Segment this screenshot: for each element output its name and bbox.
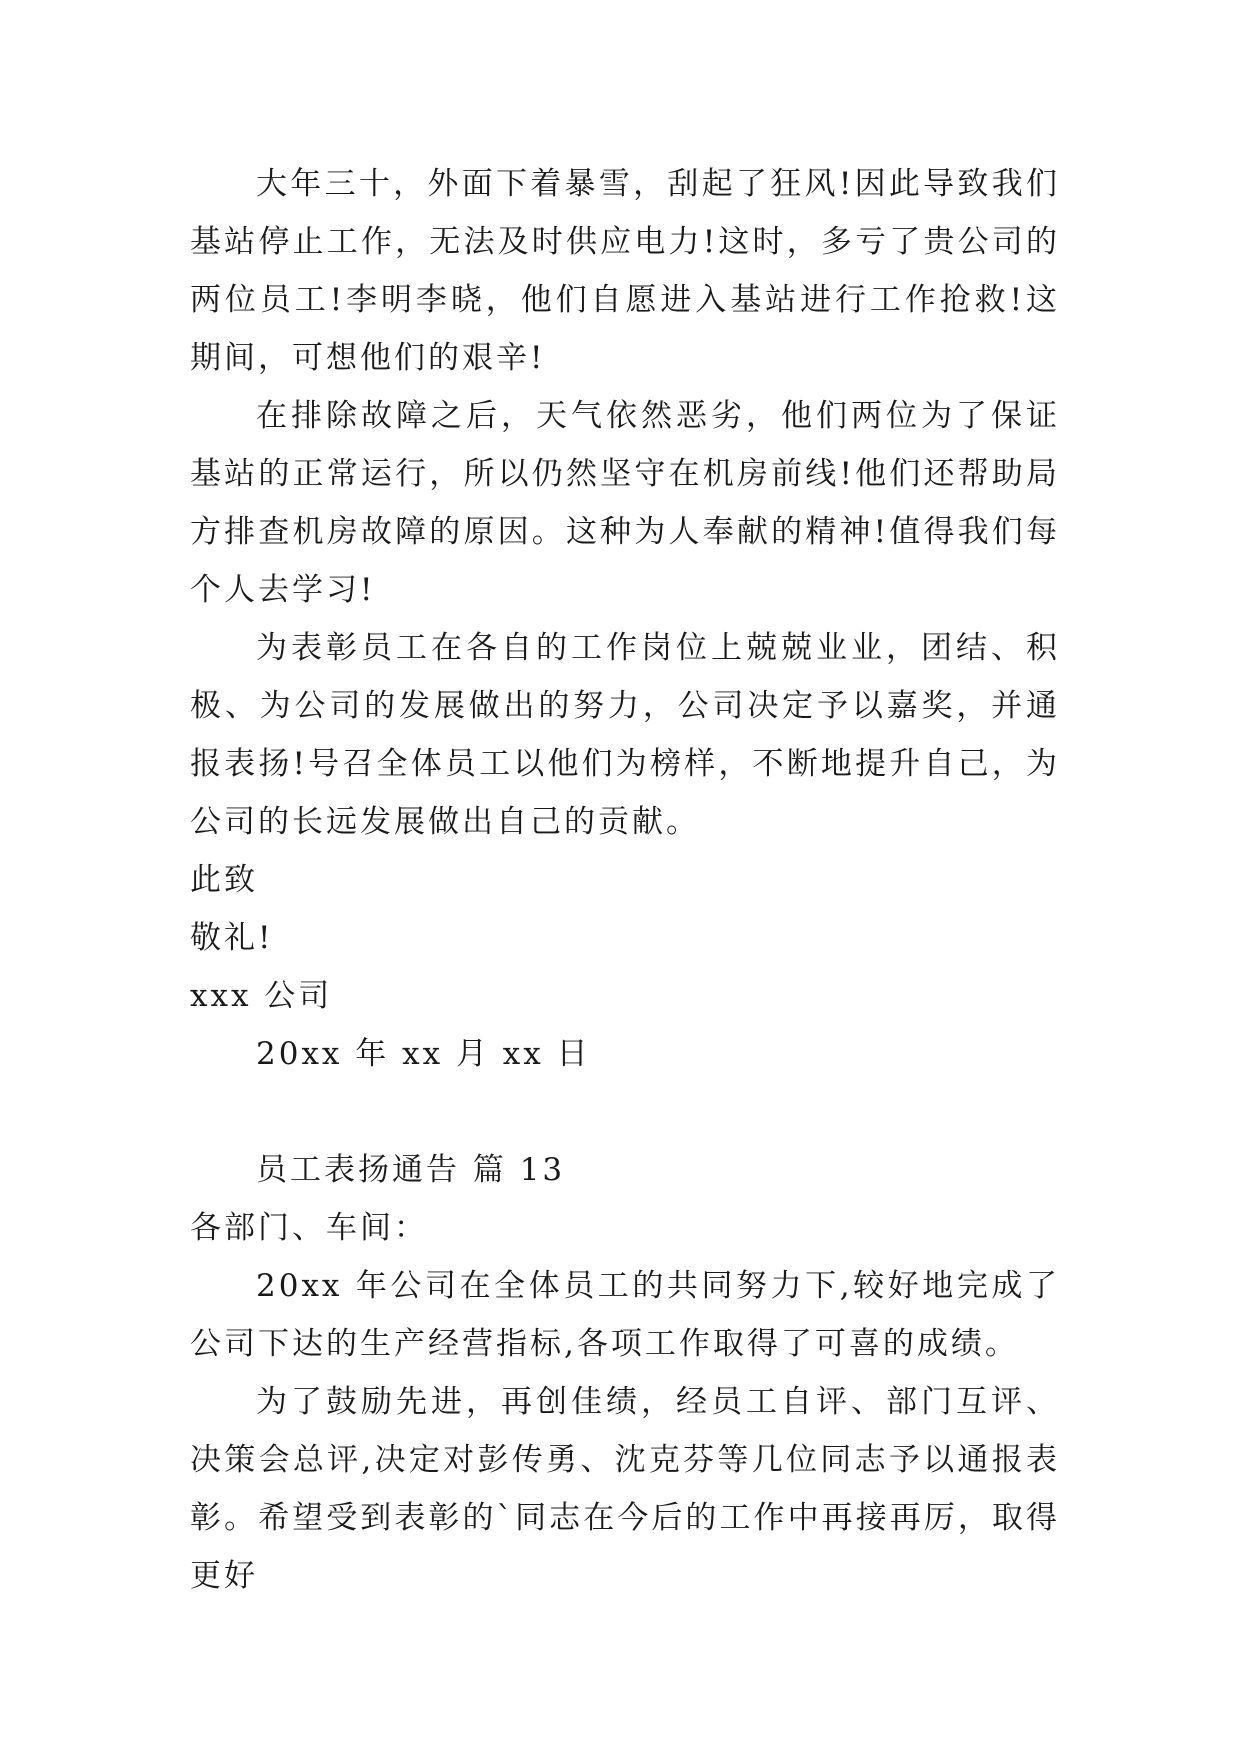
paragraph-honor-list: 为了鼓励先进，再创佳绩，经员工自评、部门互评、决策会总评,决定对彭传勇、沈克芬等几位同志予以通报表彰。希望受到表彰的`同志在今后的工作中再接再厉，取得更好: [190, 1384, 1060, 1594]
paragraph-annual-achievement: 20xx 年公司在全体员工的共同努力下,较好地完成了公司下达的生产经营指标,各项工作取得了可喜的成绩。: [190, 1268, 1060, 1362]
section-spacer: [190, 1083, 1060, 1141]
recipient-salutation: 各部门、车间：: [190, 1210, 428, 1246]
document-body: [190, 155, 1060, 1605]
signature-date: 20xx 年 xx 月 xx 日: [256, 1036, 591, 1072]
closing-regards: 敬礼!: [190, 920, 274, 956]
paragraph-commendation: 为表彰员工在各自的工作岗位上兢兢业业，团结、积极、为公司的发展做出的努力，公司决定予以嘉奖，并通报表扬!号召全体员工以他们为榜样，不断地提升自己，为公司的长远发展做出自己的贡献。: [190, 630, 1060, 840]
paragraph-troubleshooting: 在排除故障之后，天气依然恶劣，他们两位为了保证基站的正常运行，所以仍然坚守在机房前线!他们还帮助局方排查机房故障的原因。这种为人奉献的精神!值得我们每个人去学习!: [190, 398, 1060, 608]
closing-salutation: 此致: [190, 862, 258, 898]
section-title: 员工表扬通告 篇 13: [256, 1152, 566, 1188]
paragraph-snowstorm-rescue: 大年三十，外面下着暴雪，刮起了狂风!因此导致我们基站停止工作，无法及时供应电力!这时，多亏了贵公司的两位员工!李明李晓，他们自愿进入基站进行工作抢救!这期间，可想他们的艰辛!: [190, 166, 1060, 376]
signature-company: xxx 公司: [190, 978, 333, 1014]
